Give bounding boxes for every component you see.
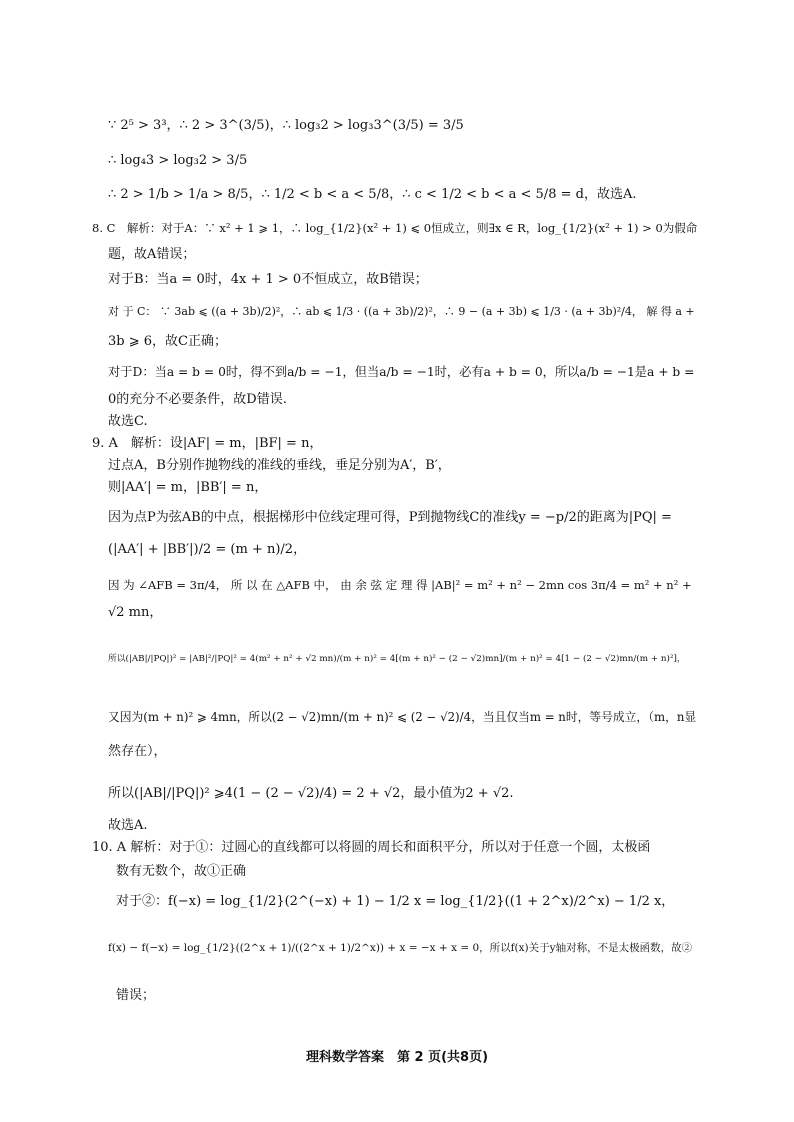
text-line: 对于②：f(−x) = log_{1/2}(2^(−x) + 1) − 1/2 x = log_{1/2}((1 + 2^x)/2^x) − 1/2 x，	[116, 894, 675, 909]
text-line: 错误；	[116, 988, 156, 1003]
text-line: 对 于 C： ∵ 3ab ⩽ ((a + 3b)/2)²，∴ ab ⩽ 1/3 · ((a + 3b)/2)²，∴ 9 − (a + 3b) ⩽ 1/3 · (a + 3b)²/4， 解 得 a +	[108, 305, 695, 318]
text-line: 对于D：当a = b = 0时，得不到a/b = −1，但当a/b = −1时，必有a + b = 0，所以a/b = −1是a + b =	[108, 365, 695, 379]
text-line: 过点A，B分别作抛物线的准线的垂线，垂足分别为A′，B′，	[108, 458, 451, 473]
text-line: 然存在），	[108, 744, 167, 759]
text-line: √2 mn，	[108, 605, 163, 620]
text-line: ∴ log₄3 > log₃2 > 3/5	[108, 153, 248, 168]
text-line: 数有无数个，故①正确	[116, 864, 247, 879]
text-line: 所以(|AB|/|PQ|)² = |AB|²/|PQ|² = 4(m² + n² + √2 mn)/(m + n)² = 4[(m + n)² − (2 − √2)mn]/(m + n)² = 4[1 − (2 − √2)mn/(m + n)²]，	[108, 654, 686, 664]
text-line: 又因为(m + n)² ⩾ 4mn，所以(2 − √2)mn/(m + n)² ⩽ (2 − √2)/4，当且仅当m = n时，等号成立，（m，n显	[108, 710, 697, 724]
text-line: 所以(|AB|/|PQ|)² ⩾4(1 − (2 − √2)/4) = 2 + √2，最小值为2 + √2.	[108, 786, 514, 801]
page-footer: 理科数学答案 第 2 页(共8页)	[305, 1050, 489, 1065]
text-line: 因 为 ∠AFB = 3π/4， 所 以 在 △AFB 中， 由 余 弦 定 理 得 |AB|² = m² + n² − 2mn cos 3π/4 = m² + n² +	[108, 578, 692, 592]
text-line: 故选A.	[108, 818, 148, 833]
text-line: 题，故A错误；	[108, 247, 196, 262]
text-line: 因为点P为弦AB的中点，根据梯形中位线定理可得，P到抛物线C的准线y = −p/2的距离为|PQ| =	[108, 510, 672, 525]
solution-10-heading: 10. A 解析：对于①：过圆心的直线都可以将圆的周长和面积平分，所以对于任意一个圆，太极函	[92, 840, 651, 855]
solution-8-heading: 8. C 解析：对于A：∵ x² + 1 ⩾ 1，∴ log_{1/2}(x² + 1) ⩽ 0恒成立，则∃x ∈ R，log_{1/2}(x² + 1) > 0为假命	[92, 221, 698, 235]
text-line: 则|AA′| = m，|BB′| = n，	[108, 480, 268, 495]
text-line: 故选C.	[108, 414, 148, 429]
text-line: (|AA′| + |BB′|)/2 = (m + n)/2，	[108, 542, 307, 557]
text-line: 3b ⩾ 6，故C正确；	[108, 334, 227, 349]
text-line: f(x) − f(−x) = log_{1/2}((2^x + 1)/((2^x + 1)/2^x)) + x = −x + x = 0，所以f(x)关于y轴对称，不是太极函数，故②	[108, 942, 693, 954]
text-line: ∵ 2⁵ > 3³，∴ 2 > 3^(3/5)，∴ log₃2 > log₃3^(3/5) = 3/5	[108, 118, 464, 133]
text-line: 0的充分不必要条件，故D错误.	[108, 392, 287, 407]
text-line: ∴ 2 > 1/b > 1/a > 8/5，∴ 1/2 < b < a < 5/8，∴ c < 1/2 < b < a < 5/8 = d，故选A.	[108, 187, 637, 202]
solution-9-heading: 9. A 解析：设|AF| = m，|BF| = n，	[92, 436, 323, 451]
text-line: 对于B：当a = 0时，4x + 1 > 0不恒成立，故B错误；	[108, 272, 428, 287]
